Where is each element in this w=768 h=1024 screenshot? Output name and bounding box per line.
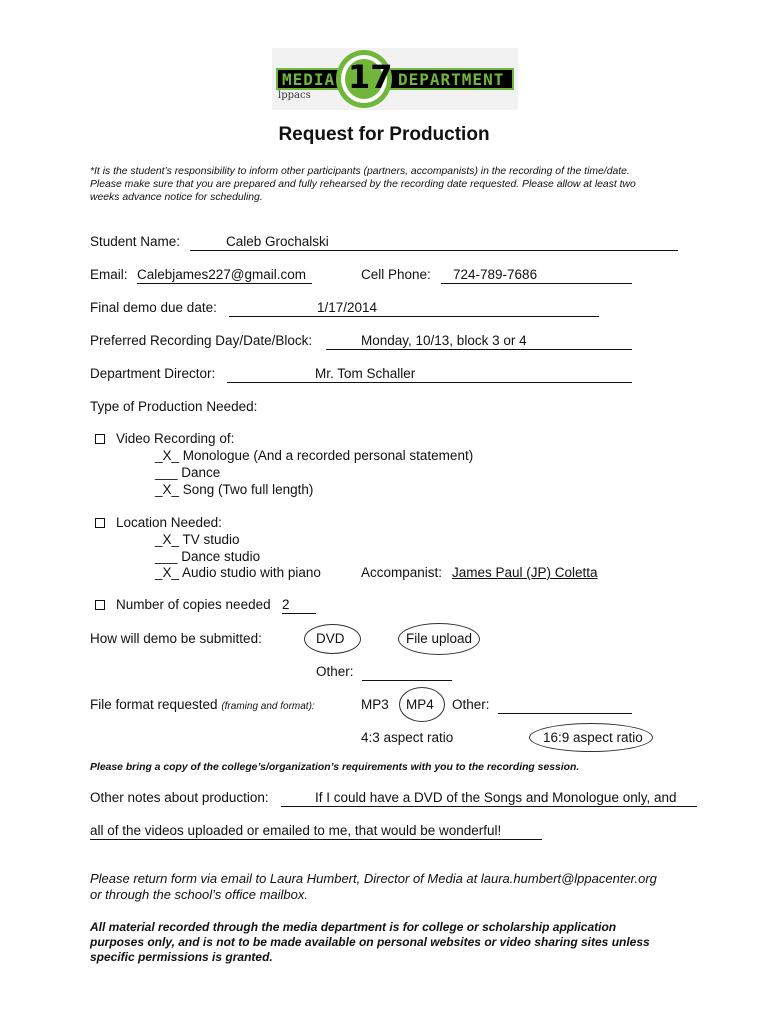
logo-right-text: DEPARTMENT <box>398 70 505 89</box>
intro-line-3: weeks advance notice for scheduling. <box>90 192 263 203</box>
video-item-song[interactable]: _X_ Song (Two full length) <box>155 482 314 497</box>
format-label-small: (framing and format): <box>221 701 315 712</box>
notes-line-2: all of the videos uploaded or emailed to me, that would be wonderful! <box>90 823 502 838</box>
notes-label: Other notes about production: <box>90 790 269 805</box>
return-note-line-2: or through the school’s office mailbox. <box>90 887 308 902</box>
video-item-dance[interactable]: ___ Dance <box>155 465 221 480</box>
cell-phone-value: 724-789-7686 <box>453 267 538 282</box>
logo-left-text: MEDIA <box>282 70 336 89</box>
cell-phone-field[interactable] <box>441 267 632 284</box>
location-item-audio-studio[interactable]: _X_ Audio studio with piano <box>155 565 321 580</box>
production-heading: Type of Production Needed: <box>90 399 258 414</box>
student-name-field[interactable] <box>190 234 678 251</box>
usage-policy <box>90 920 650 965</box>
video-item-monologue[interactable]: _X_ Monologue (And a recorded personal statement) <box>155 448 474 463</box>
location-needed-label: Location Needed: <box>116 515 222 530</box>
preferred-recording-field[interactable] <box>326 333 632 350</box>
due-date-label: Final demo due date: <box>90 300 217 315</box>
location-item-tv-studio[interactable]: _X_ TV studio <box>155 532 240 547</box>
copies-checkbox[interactable] <box>95 600 105 610</box>
video-recording-checkbox[interactable] <box>95 434 105 444</box>
submission-label: How will demo be submitted: <box>90 631 262 646</box>
email-label: Email: <box>90 267 128 282</box>
submission-other-label: Other: <box>316 664 354 679</box>
aspect-43-option[interactable]: 4:3 aspect ratio <box>361 730 454 745</box>
copies-field[interactable] <box>282 597 316 614</box>
return-note <box>90 871 657 903</box>
director-field[interactable] <box>227 366 632 383</box>
director-label: Department Director: <box>90 366 216 381</box>
email-field[interactable] <box>137 267 312 284</box>
notes-line-2-field[interactable] <box>90 823 542 840</box>
preferred-recording-label: Preferred Recording Day/Date/Block: <box>90 333 313 348</box>
notes-line-1-field[interactable] <box>281 790 697 807</box>
copies-label: Number of copies needed <box>116 597 271 612</box>
logo-center-text: 17 <box>348 58 393 96</box>
format-label: File format requested <box>90 697 218 712</box>
intro-note <box>90 165 636 204</box>
return-note-line-1: Please return form via email to Laura Humbert, Director of Media at laura.humbert@lppacenter.org <box>90 871 657 886</box>
dvd-option: DVD <box>316 631 345 646</box>
due-date-value: 1/17/2014 <box>317 300 378 315</box>
bring-requirements-note: Please bring a copy of the college’s/organization’s requirements with you to the recording session. <box>90 762 580 773</box>
intro-line-1: *It is the student’s responsibility to inform other participants (partners, accompanists) in the recording of the time/date. <box>90 166 630 177</box>
director-value: Mr. Tom Schaller <box>315 366 416 381</box>
page-title: Request for Production <box>278 124 490 145</box>
format-other-label: Other: <box>452 697 490 712</box>
location-item-dance-studio[interactable]: ___ Dance studio <box>155 549 261 564</box>
format-label-row <box>90 697 315 712</box>
location-needed-checkbox[interactable] <box>95 518 105 528</box>
student-name-label: Student Name: <box>90 234 181 249</box>
logo-sub-text: lppacs <box>278 90 311 101</box>
format-other-field[interactable] <box>498 697 632 714</box>
intro-line-2: Please make sure that you are prepared and fully rehearsed by the recording date requested. Please allow at least two <box>90 179 636 190</box>
copies-value: 2 <box>282 597 290 612</box>
usage-policy-line-3: specific permissions is granted. <box>90 950 273 964</box>
file-upload-option: File upload <box>406 631 473 646</box>
notes-line-1: If I could have a DVD of the Songs and Monologue only, and <box>315 790 677 805</box>
mp4-option: MP4 <box>406 697 434 712</box>
accompanist-value[interactable]: James Paul (JP) Coletta <box>452 565 598 580</box>
student-name-value: Caleb Grochalski <box>226 234 329 249</box>
aspect-169-option: 16:9 aspect ratio <box>543 730 643 745</box>
student-name-row <box>90 234 180 249</box>
preferred-recording-value: Monday, 10/13, block 3 or 4 <box>361 333 527 348</box>
due-date-field[interactable] <box>229 300 599 317</box>
media-department-logo <box>272 48 518 110</box>
accompanist-label: Accompanist: <box>361 565 443 580</box>
usage-policy-line-1: All material recorded through the media department is for college or scholarship application <box>90 920 617 934</box>
video-recording-label: Video Recording of: <box>116 431 235 446</box>
cell-phone-label: Cell Phone: <box>361 267 431 282</box>
usage-policy-line-2: purposes only, and is not to be made available on personal websites or video sharing sites unless <box>90 935 650 949</box>
email-value: Calebjames227@gmail.com <box>137 267 307 282</box>
mp3-option[interactable]: MP3 <box>361 697 389 712</box>
submission-other-field[interactable] <box>362 664 452 681</box>
